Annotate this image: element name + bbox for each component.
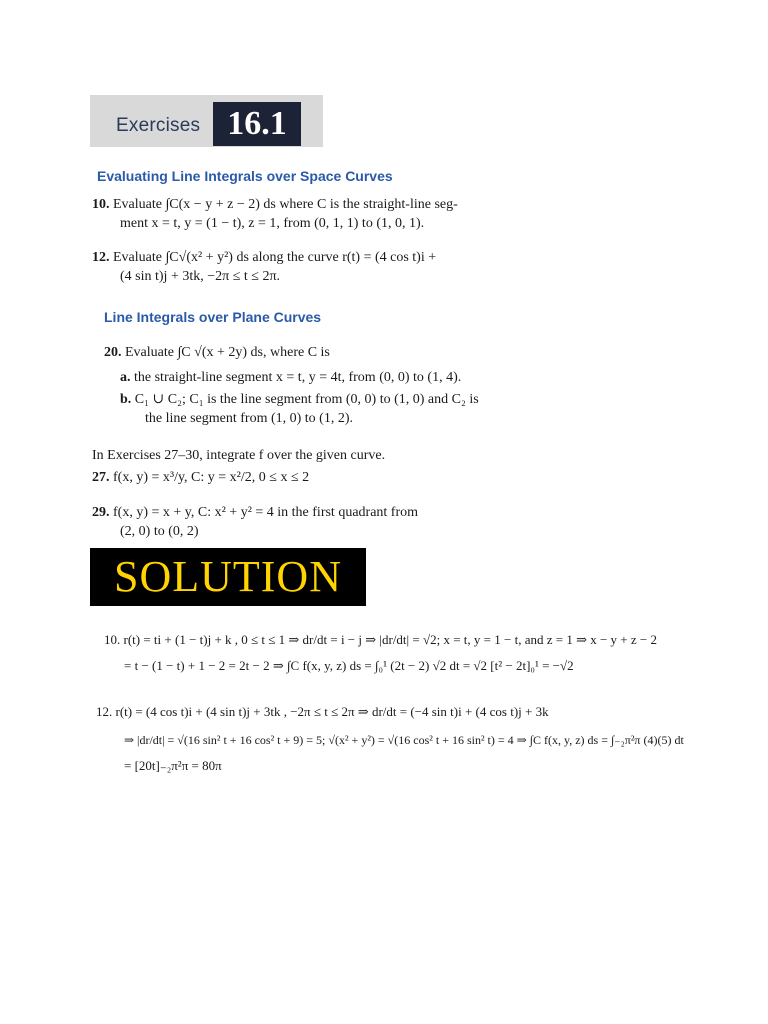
solution-banner: SOLUTION <box>90 548 366 606</box>
exercise-27 <box>92 468 309 487</box>
exercises-section-number: 16.1 <box>213 102 301 146</box>
exercises-27-30-intro: In Exercises 27–30, integrate f over the given curve. <box>92 448 386 463</box>
solution-10-line2: = t − (1 − t) + 1 − 2 = 2t − 2 ⇒ ∫C f(x, y, z) ds = ∫₀¹ (2t − 2) √2 dt = √2 [t² − 2t]₀¹ = −√2 <box>124 658 574 673</box>
exercise-number: 27. <box>92 470 110 485</box>
exercise-text: f(x, y) = x + y, C: x² + y² = 4 in the first quadrant from <box>113 505 419 520</box>
exercise-number: 12. <box>92 250 110 265</box>
exercise-29 <box>92 503 512 522</box>
exercise-20a <box>120 368 461 387</box>
exercise-text: f(x, y) = x³/y, C: y = x²/2, 0 ≤ x ≤ 2 <box>113 470 310 485</box>
part-text: C₁ ∪ C₂; C₁ is the line segment from (0, 0) to (1, 0) and C₂ is <box>134 392 479 407</box>
exercise-20 <box>104 343 330 362</box>
exercise-text: Evaluate ∫C √(x + 2y) ds, where C is <box>125 345 330 360</box>
part-text: the straight-line segment x = t, y = 4t, from (0, 0) to (1, 4). <box>134 370 462 385</box>
exercise-10-line2: ment x = t, y = (1 − t), z = 1, from (0, 1, 1) to (1, 0, 1). <box>120 216 425 231</box>
section-heading-space-curves: Evaluating Line Integrals over Space Curves <box>97 168 393 184</box>
exercise-20b-line2: the line segment from (1, 0) to (1, 2). <box>145 411 354 426</box>
exercise-number: 10. <box>92 197 110 212</box>
exercise-number: 29. <box>92 505 110 520</box>
solution-12-line3: = [20t]₋₂π²π = 80π <box>124 758 222 773</box>
exercise-29-line2: (2, 0) to (0, 2) <box>120 524 199 539</box>
exercises-header-word: Exercises <box>116 115 201 136</box>
part-label: a. <box>120 370 131 385</box>
part-label: b. <box>120 392 132 407</box>
exercise-12-line2: (4 sin t)j + 3tk, −2π ≤ t ≤ 2π. <box>120 269 281 284</box>
solution-12-line2: ⇒ |dr/dt| = √(16 sin² t + 16 cos² t + 9) = 5; √(x² + y²) = √(16 cos² t + 16 sin² t) = 4 ⇒ ∫C f(x, y, z) ds = ∫₋₂π²π (4)(5) dt <box>124 733 684 747</box>
solution-10-line1: 10. r(t) = ti + (1 − t)j + k , 0 ≤ t ≤ 1 ⇒ dr/dt = i − j ⇒ |dr/dt| = √2; x = t, y = 1 − t, and z = 1 ⇒ x − y + z − 2 <box>104 632 657 647</box>
exercise-text: Evaluate ∫C(x − y + z − 2) ds where C is the straight-line seg- <box>113 197 458 212</box>
section-heading-plane-curves: Line Integrals over Plane Curves <box>104 309 322 325</box>
exercise-text: Evaluate ∫C√(x² + y²) ds along the curve r(t) = (4 cos t)i + <box>113 250 437 265</box>
exercise-20b <box>120 390 479 409</box>
exercise-12 <box>92 248 512 267</box>
exercise-10 <box>92 195 512 214</box>
solution-12-line1: 12. r(t) = (4 cos t)i + (4 sin t)j + 3tk , −2π ≤ t ≤ 2π ⇒ dr/dt = (−4 sin t)i + (4 cos t)j + 3k <box>96 704 549 719</box>
exercise-number: 20. <box>104 345 122 360</box>
